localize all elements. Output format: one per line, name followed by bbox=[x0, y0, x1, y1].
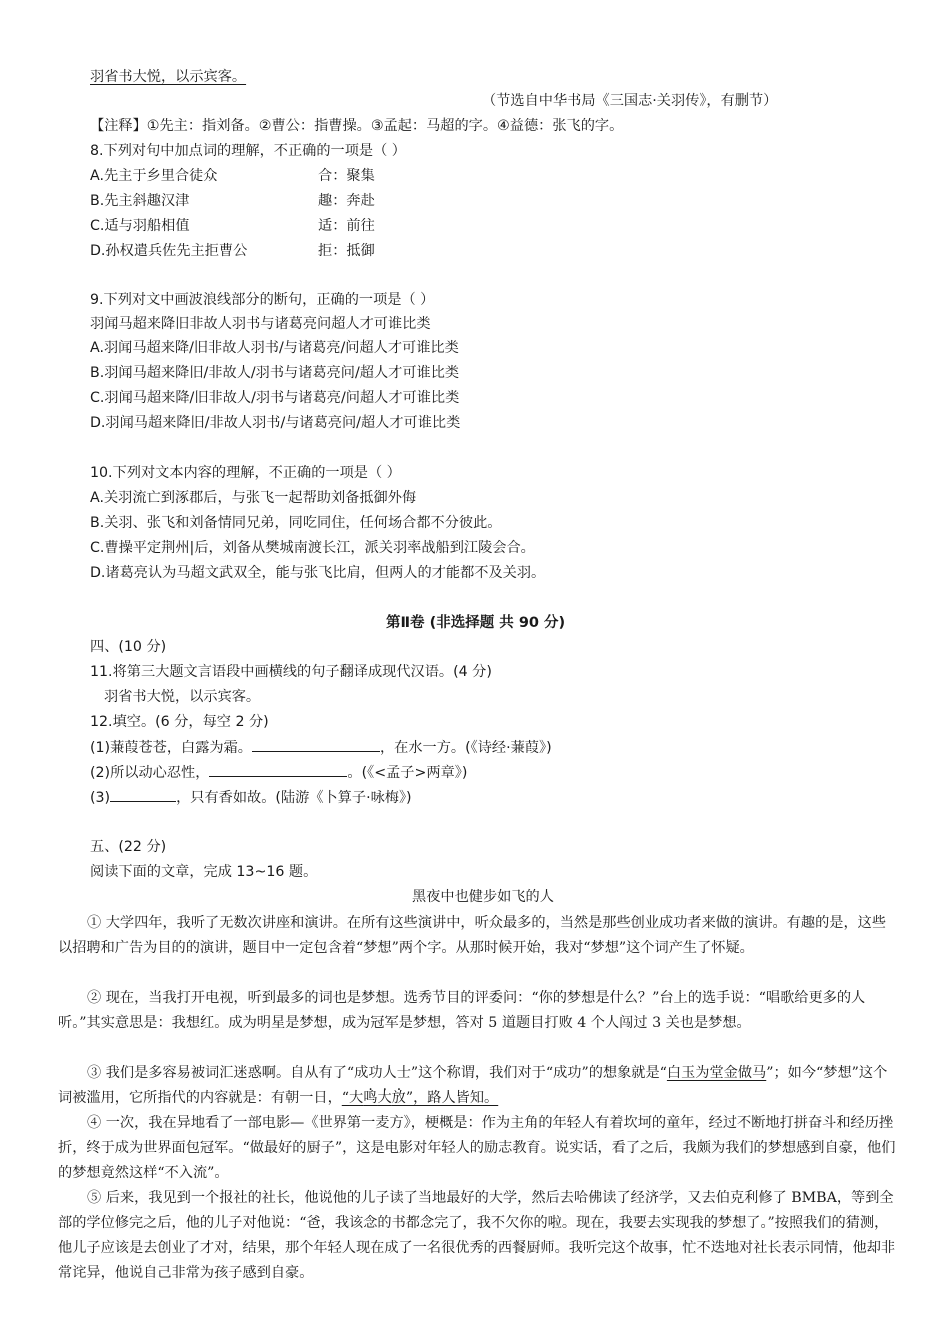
source-note: （节选自中华书局《三国志·关羽传》，有删节） bbox=[482, 93, 778, 109]
p3-dotted-char: 鸣 bbox=[363, 1090, 378, 1106]
fill-blank-1 bbox=[90, 736, 552, 759]
section-five-heading: 五、(22 分) bbox=[90, 839, 167, 855]
q8-option-b: B.先主斜趣汉津 bbox=[90, 193, 190, 209]
fill-blank-1-after: ，在水一方。(《诗经·蒹葭》) bbox=[379, 740, 552, 756]
q8-option-a: A.先主于乡里合徒众 bbox=[90, 168, 218, 184]
article-paragraph-1 bbox=[58, 911, 896, 961]
fill-blank-1-before: (1)蒹葭苍苍，白露为霜。 bbox=[90, 740, 252, 756]
q10-option-c: C.曹操平定荆州|后，刘备从樊城南渡长江，派关羽率战船到江陵会合。 bbox=[90, 540, 535, 556]
answer-blank[interactable] bbox=[110, 786, 176, 802]
paragraph-text: ④ 一次，我在异地看了一部电影—《世界第一麦方》，梗概是：作为主角的年轻人有着坎坷的童年，经过不断地打拼奋斗和经历挫折，终于成为世界面包冠军。“做最好的厨子”，这是电影对年轻人的励志教育。说实话，看了之后，我颇为我们的梦想感到自豪，他们的梦想竟然这样“不入流”。 bbox=[58, 1115, 896, 1181]
article-paragraph-5 bbox=[58, 1186, 896, 1286]
section-five-instruction: 阅读下面的文章，完成 13~16 题。 bbox=[90, 864, 318, 880]
q10-option-a: A.关羽流亡到涿郡后，与张飞一起帮助刘备抵御外侮 bbox=[90, 490, 417, 506]
q9-stem: 9.下列对文中画波浪线部分的断句，正确的一项是（ ） bbox=[90, 292, 435, 308]
q9-option-d: D.羽闻马超来降旧/非故人羽书/与诸葛亮问/超人才可谁比类 bbox=[90, 415, 461, 431]
q8-option-a-gloss: 合：聚集 bbox=[318, 168, 375, 184]
q8-stem: 8.下列对句中加点词的理解，不正确的一项是（ ） bbox=[90, 143, 406, 159]
quoted-sentence-top: 羽省书大悦，以示宾客。 bbox=[90, 69, 247, 85]
article-paragraph-4 bbox=[58, 1111, 896, 1186]
p3-part-2: ”；如今“梦想”这个词被滥用，它所指代的内容就是：有朝一日， bbox=[58, 1065, 888, 1106]
q8-option-d-gloss: 拒：抵御 bbox=[318, 243, 375, 259]
q10-option-b: B.关羽、张飞和刘备情同兄弟，同吃同住，任何场合都不分彼此。 bbox=[90, 515, 502, 531]
q8-option-b-gloss: 趣：奔赴 bbox=[318, 193, 375, 209]
q9-option-b: B.羽闻马超来降旧/非故人/羽书与诸葛亮问/超人才可谁比类 bbox=[90, 365, 460, 381]
q9-sentence: 羽闻马超来降旧非故人羽书与诸葛亮问超人才可谁比类 bbox=[90, 316, 431, 332]
q12-stem: 12.填空。(6 分，每空 2 分) bbox=[90, 714, 269, 730]
answer-blank[interactable] bbox=[209, 761, 347, 777]
fill-blank-3-after: ，只有香如故。(陆游《卜算子·咏梅》) bbox=[176, 790, 412, 806]
fill-blank-2 bbox=[90, 761, 467, 784]
article-paragraph-2 bbox=[58, 986, 896, 1036]
q10-stem: 10.下列对文本内容的理解，不正确的一项是（ ） bbox=[90, 465, 401, 481]
p3-underlined-phrase-2b: 放”，路人皆知。 bbox=[391, 1090, 499, 1106]
section-four-heading: 四、(10 分) bbox=[90, 639, 167, 655]
answer-blank[interactable] bbox=[252, 736, 380, 752]
annotation: 【注释】①先主：指刘备。②曹公：指曹操。③孟起：马超的字。④益德：张飞的字。 bbox=[90, 118, 624, 134]
paragraph-text: ② 现在，当我打开电视，听到最多的词也是梦想。选秀节目的评委问：“你的梦想是什么？”台上的选手说：“唱歌给更多的人听。”其实意思是：我想红。成为明星是梦想，成为冠军是梦想，答对 5 道题目打败 4 个人闯过 3 关也是梦想。 bbox=[58, 990, 866, 1031]
paragraph-text: ① 大学四年，我听了无数次讲座和演讲。在所有这些演讲中，听众最多的，当然是那些创业成功者来做的演讲。有趣的是，这些以招聘和广告为目的的演讲，题目中一定包含着“梦想”两个字。从那时候开始，我对“梦想”这个词产生了怀疑。 bbox=[58, 915, 887, 956]
q8-option-d: D.孙权遣兵佐先主拒曹公 bbox=[90, 243, 248, 259]
q9-option-a: A.羽闻马超来降/旧非故人羽书/与诸葛亮/问超人才可谁比类 bbox=[90, 340, 459, 356]
q10-option-d: D.诸葛亮认为马超文武双全，能与张飞比肩，但两人的才能都不及关羽。 bbox=[90, 565, 546, 581]
p3-underlined-phrase-1: 白玉为堂金做马 bbox=[666, 1065, 767, 1081]
q11-sentence: 羽省书大悦，以示宾客。 bbox=[104, 689, 261, 705]
p3-underlined-phrase-2a: “ bbox=[341, 1090, 350, 1106]
p3-dotted-char: 大 bbox=[377, 1090, 392, 1106]
p3-part-1: ③ 我们是多容易被词汇迷惑啊。自从有了“成功人士”这个称谓，我们对于“成功”的想象就是“ bbox=[87, 1065, 667, 1081]
fill-blank-3-before: (3) bbox=[90, 790, 111, 806]
q11-stem: 11.将第三大题文言语段中画横线的句子翻译成现代汉语。(4 分) bbox=[90, 664, 492, 680]
q8-option-c-gloss: 适：前往 bbox=[318, 218, 375, 234]
article-title: 黑夜中也健步如飞的人 bbox=[412, 889, 554, 905]
q9-option-c: C.羽闻马超来降/旧非故人/羽书与诸葛亮/问超人才可谁比类 bbox=[90, 390, 460, 406]
article-paragraph-3 bbox=[58, 1061, 896, 1111]
q8-option-c: C.适与羽船相值 bbox=[90, 218, 190, 234]
paragraph-text: ⑤ 后来，我见到一个报社的社长，他说他的儿子读了当地最好的大学，然后去哈佛读了经济学，又去伯克利修了 BMBA，等到全部的学位修完之后，他的儿子对他说：“爸，我该念的书都念完了，我不欠你的啦。现在，我要去实现我的梦想了。”按照我们的猜测，他儿子应该是去创业了才对，结果，那个年轻人现在成了一名很优秀的西餐厨师。我听完这个故事，忙不迭地对社长表示同情，他却非常诧异，他说自己非常为孩子感到自豪。 bbox=[58, 1190, 896, 1281]
part-two-heading: 第Ⅱ卷 (非选择题 共 90 分) bbox=[386, 615, 566, 631]
fill-blank-2-after: 。(《<孟子>两章》) bbox=[347, 765, 468, 781]
fill-blank-2-before: (2)所以动心忍性， bbox=[90, 765, 210, 781]
fill-blank-3 bbox=[90, 786, 412, 809]
p3-dotted-char: 大 bbox=[349, 1090, 364, 1106]
